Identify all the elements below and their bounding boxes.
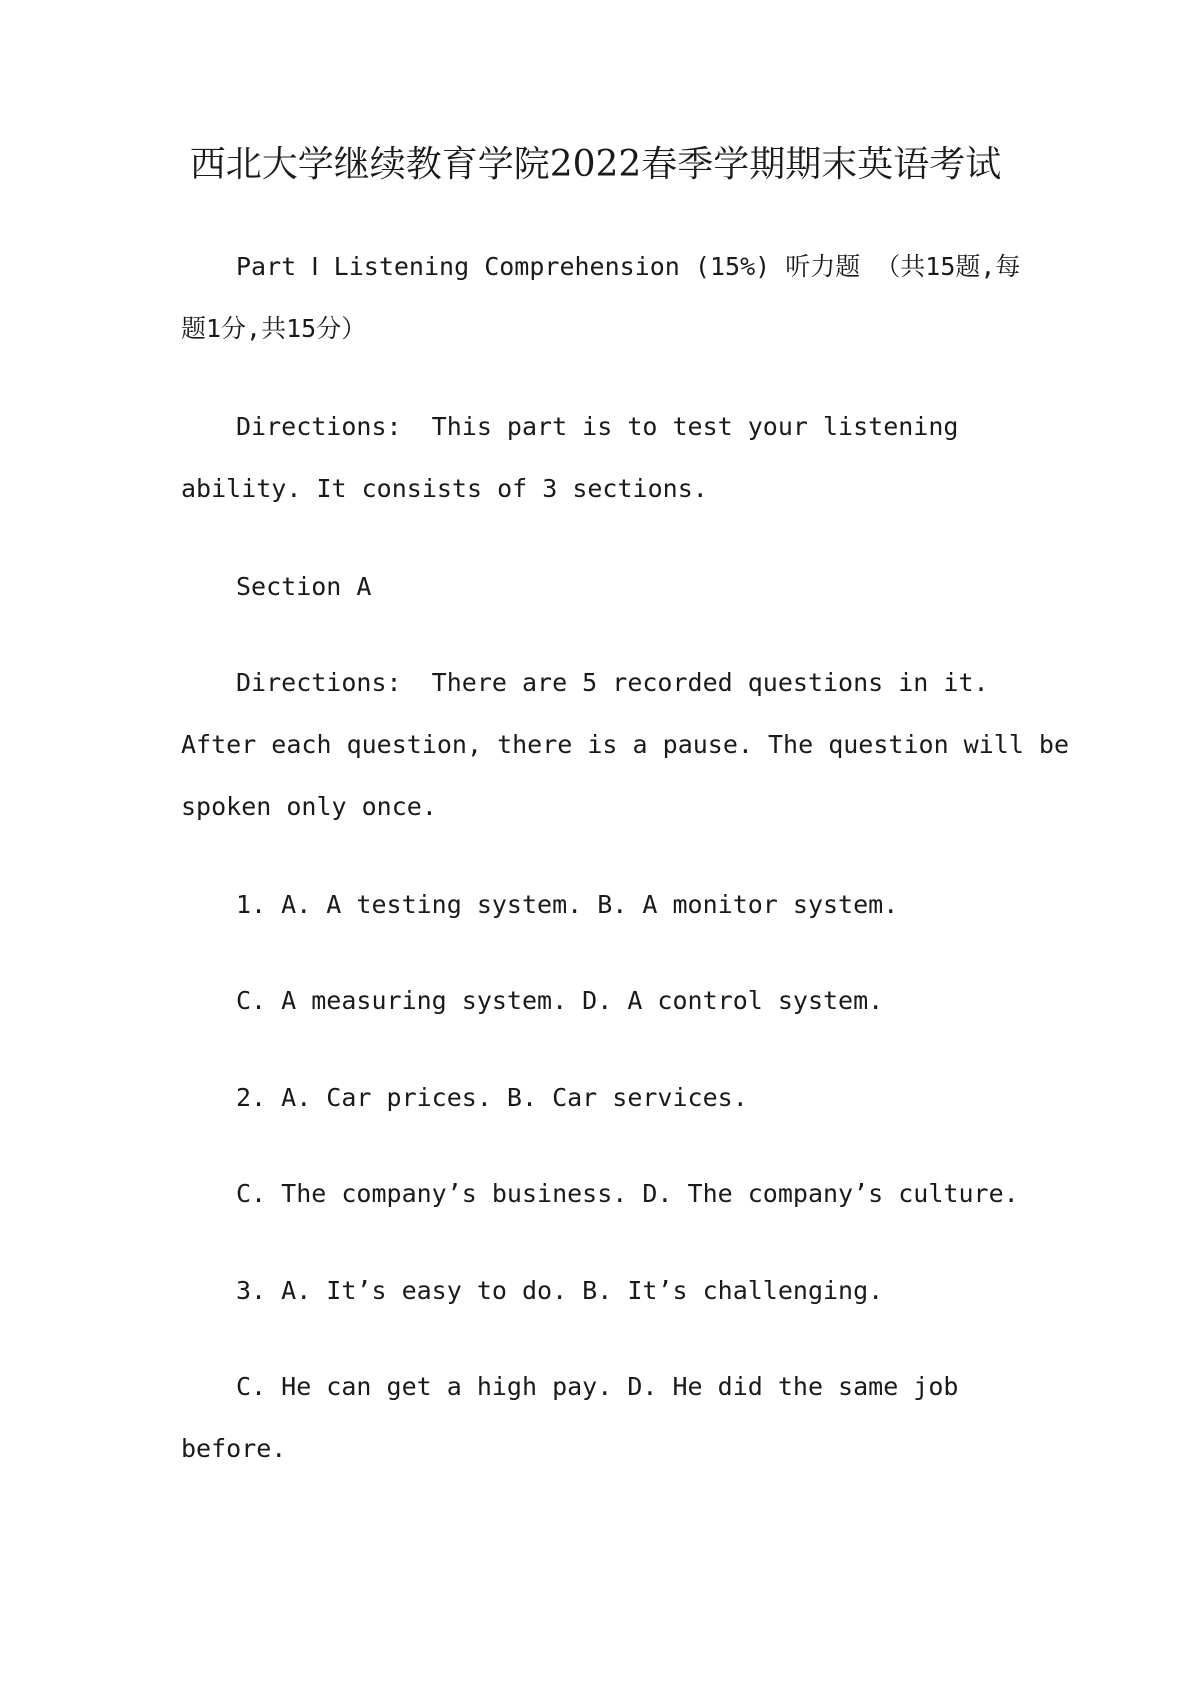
document-title: 西北大学继续教育学院2022春季学期期末英语考试 — [189, 144, 1002, 185]
question-1-options-ab: 1. A. A testing system. B. A monitor system. — [236, 890, 899, 919]
part-one-heading-continued: 题1分,共15分） — [181, 314, 367, 343]
section-a-heading: Section A — [236, 572, 372, 601]
question-3-options-ab: 3. A. It’s easy to do. B. It’s challenging. — [236, 1276, 884, 1305]
question-3-options-cd: C. He can get a high pay. D. He did the same job — [236, 1372, 959, 1401]
section-a-directions: Directions: There are 5 recorded questions in it. — [236, 668, 989, 697]
question-2-options-ab: 2. A. Car prices. B. Car services. — [236, 1083, 748, 1112]
part-directions: Directions: This part is to test your listening — [236, 412, 959, 441]
part-directions-continued: ability. It consists of 3 sections. — [181, 474, 708, 503]
section-a-directions-end: spoken only once. — [181, 792, 437, 821]
question-2-options-cd: C. The company’s business. D. The company’s culture. — [236, 1179, 1019, 1208]
question-1-options-cd: C. A measuring system. D. A control system. — [236, 986, 884, 1015]
question-3-options-cd-continued: before. — [181, 1434, 287, 1463]
section-a-directions-continued: After each question, there is a pause. The question will be — [181, 730, 1070, 759]
part-one-heading: Part Ⅰ Listening Comprehension (15%) 听力题 （共15题,每 — [236, 252, 1021, 281]
